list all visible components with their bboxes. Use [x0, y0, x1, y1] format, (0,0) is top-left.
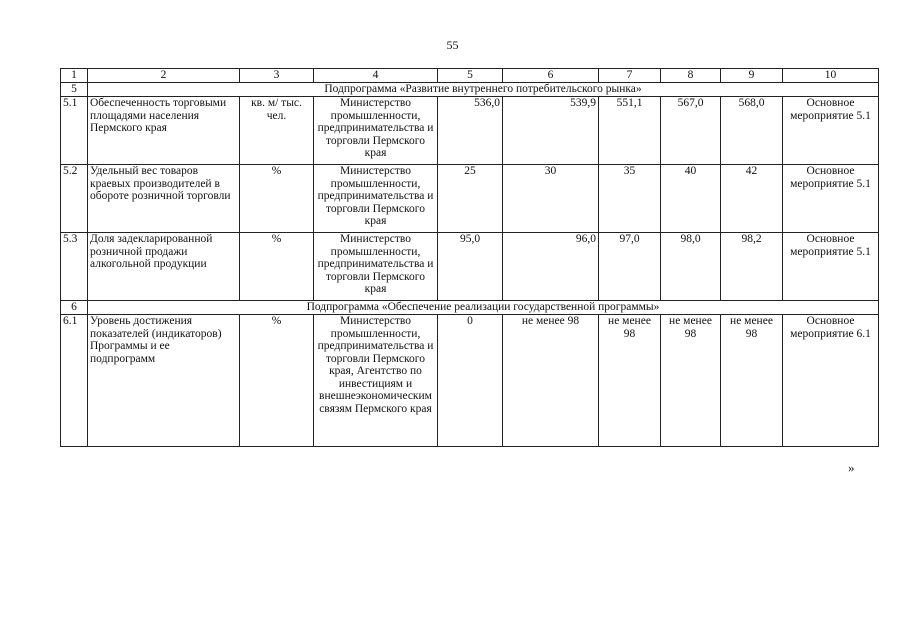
value-col7: 35: [599, 165, 661, 233]
section-title: Подпрограмма «Развитие внутреннего потребительского рынка»: [88, 83, 879, 97]
table-row: [61, 165, 879, 233]
col-number: 1: [61, 69, 88, 83]
table-row: [61, 315, 879, 447]
note: Основное мероприятие 5.1: [783, 97, 879, 165]
indicators-table: [60, 68, 879, 447]
table-row: [61, 233, 879, 301]
row-number: 5.2: [61, 165, 88, 233]
col-number: 8: [661, 69, 721, 83]
col-number: 6: [503, 69, 599, 83]
col-number: 3: [240, 69, 314, 83]
value-col8: 567,0: [661, 97, 721, 165]
value-col8: не менее 98: [661, 315, 721, 447]
value-col5: 25: [438, 165, 503, 233]
value-col6: 30: [503, 165, 599, 233]
value-col7: не менее 98: [599, 315, 661, 447]
col-number: 5: [438, 69, 503, 83]
table-row: [61, 97, 879, 165]
row-number: 5.3: [61, 233, 88, 301]
section-row: [61, 83, 879, 97]
value-col9: 42: [721, 165, 783, 233]
row-number: 6.1: [61, 315, 88, 447]
value-col5: 95,0: [438, 233, 503, 301]
col-number: 2: [88, 69, 240, 83]
indicator-name: Обеспеченность торговыми площадями населения Пермского края: [88, 97, 240, 165]
indicator-name: Удельный вес товаров краевых производителей в обороте розничной торговли: [88, 165, 240, 233]
closing-quote: »: [848, 460, 855, 475]
col-number: 7: [599, 69, 661, 83]
value-col9: не менее 98: [721, 315, 783, 447]
col-number: 10: [783, 69, 879, 83]
unit: %: [240, 315, 314, 447]
column-number-row: [61, 69, 879, 83]
section-title: Подпрограмма «Обеспечение реализации государственной программы»: [88, 301, 879, 315]
unit: кв. м/ тыс. чел.: [240, 97, 314, 165]
value-col5: 0: [438, 315, 503, 447]
value-col6: 96,0: [503, 233, 599, 301]
indicator-name: Доля задекларированной розничной продажи алкогольной продукции: [88, 233, 240, 301]
value-col6: 539,9: [503, 97, 599, 165]
section-number: 6: [61, 301, 88, 315]
value-col7: 551,1: [599, 97, 661, 165]
col-number: 4: [314, 69, 438, 83]
value-col8: 98,0: [661, 233, 721, 301]
value-col5: 536,0: [438, 97, 503, 165]
unit: %: [240, 233, 314, 301]
value-col9: 98,2: [721, 233, 783, 301]
executor: Министерство промышленности, предпринимательства и торговли Пермского края, Агентство по инвестициям и внешнеэкономическим связям Пермского края: [314, 315, 438, 447]
executor: Министерство промышленности, предпринимательства и торговли Пермского края: [314, 97, 438, 165]
note: Основное мероприятие 5.1: [783, 233, 879, 301]
indicator-name: Уровень достижения показателей (индикаторов) Программы и ее подпрограмм: [88, 315, 240, 447]
executor: Министерство промышленности, предпринимательства и торговли Пермского края: [314, 165, 438, 233]
col-number: 9: [721, 69, 783, 83]
note: Основное мероприятие 6.1: [783, 315, 879, 447]
value-col8: 40: [661, 165, 721, 233]
row-number: 5.1: [61, 97, 88, 165]
value-col9: 568,0: [721, 97, 783, 165]
page-number: 55: [446, 38, 459, 52]
unit: %: [240, 165, 314, 233]
section-number: 5: [61, 83, 88, 97]
section-row: [61, 301, 879, 315]
value-col6: не менее 98: [503, 315, 599, 447]
executor: Министерство промышленности, предпринимательства и торговли Пермского края: [314, 233, 438, 301]
note: Основное мероприятие 5.1: [783, 165, 879, 233]
value-col7: 97,0: [599, 233, 661, 301]
